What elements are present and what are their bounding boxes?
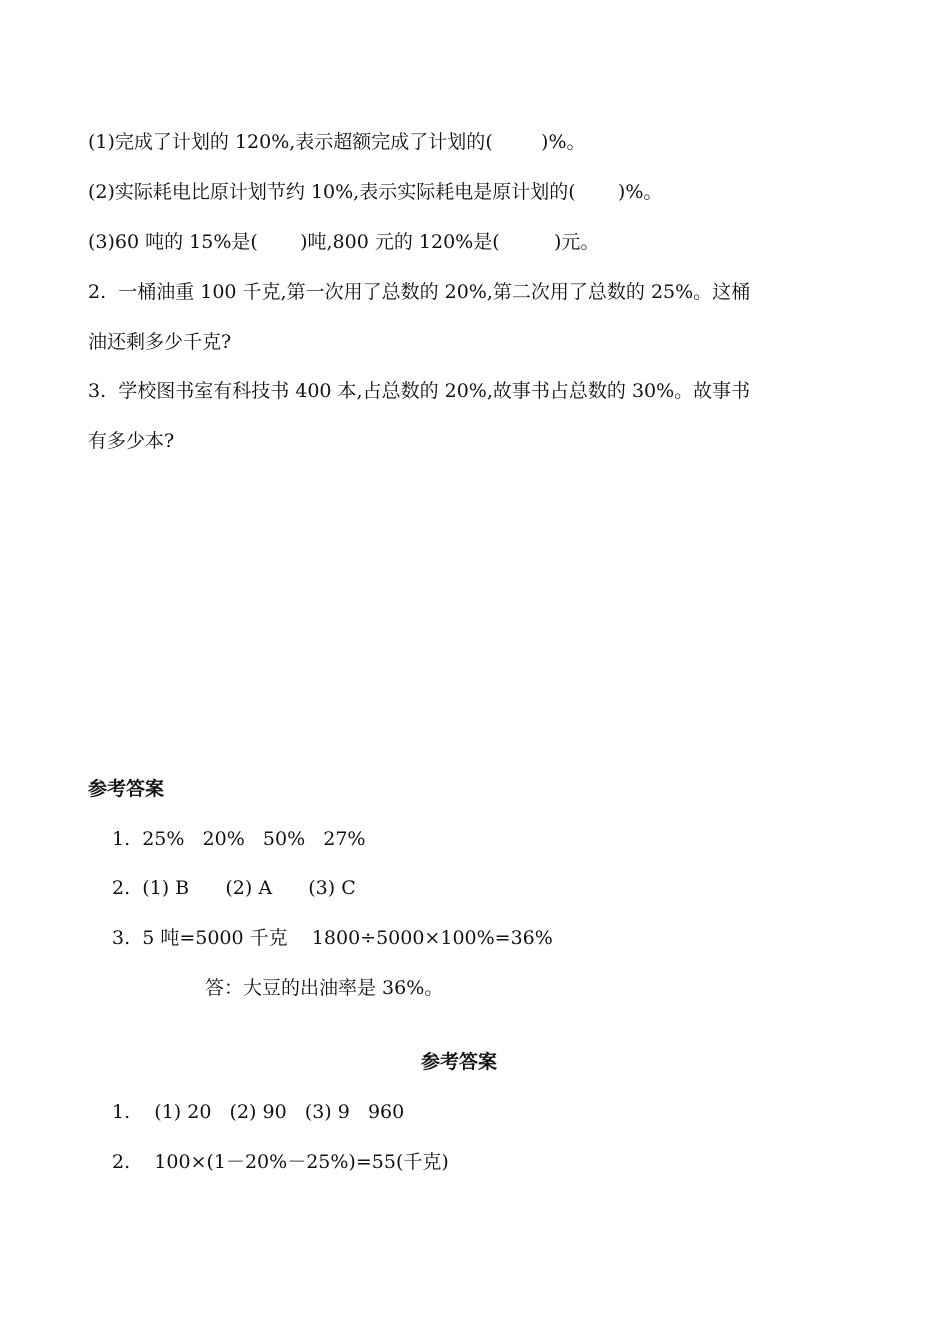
answer-line-1: 1. 25% 20% 50% 27% bbox=[112, 828, 366, 850]
question-3-line-1: 3. 学校图书室有科技书 400 本,占总数的 20%,故事书占总数的 30%。故事书 bbox=[88, 380, 751, 402]
answer-line-2: 2. 100×(1－20%－25%)=55(千克) bbox=[112, 1151, 449, 1173]
answer-line-4: 答：大豆的出油率是 36%。 bbox=[205, 977, 444, 999]
answer-heading-centered: 参考答案 bbox=[420, 1051, 497, 1073]
question-1-part-1: (1)完成了计划的 120%,表示超额完成了计划的( )%。 bbox=[88, 131, 586, 153]
question-1-part-3: (3)60 吨的 15%是( )吨,800 元的 120%是( )元。 bbox=[88, 231, 600, 253]
answer-line-2: 2. (1) B (2) A (3) C bbox=[112, 877, 356, 899]
answer-line-3: 3. 5 吨=5000 千克 1800÷5000×100%=36% bbox=[112, 927, 553, 949]
question-2-line-2: 油还剩多少千克? bbox=[88, 331, 232, 353]
question-3-line-2: 有多少本? bbox=[88, 430, 175, 452]
answer-heading: 参考答案 bbox=[88, 778, 165, 800]
answer-line-1: 1. (1) 20 (2) 90 (3) 9 960 bbox=[112, 1101, 405, 1123]
question-2-line-1: 2. 一桶油重 100 千克,第一次用了总数的 20%,第二次用了总数的 25%。这桶 bbox=[88, 281, 751, 303]
question-1-part-2: (2)实际耗电比原计划节约 10%,表示实际耗电是原计划的( )%。 bbox=[88, 181, 663, 203]
